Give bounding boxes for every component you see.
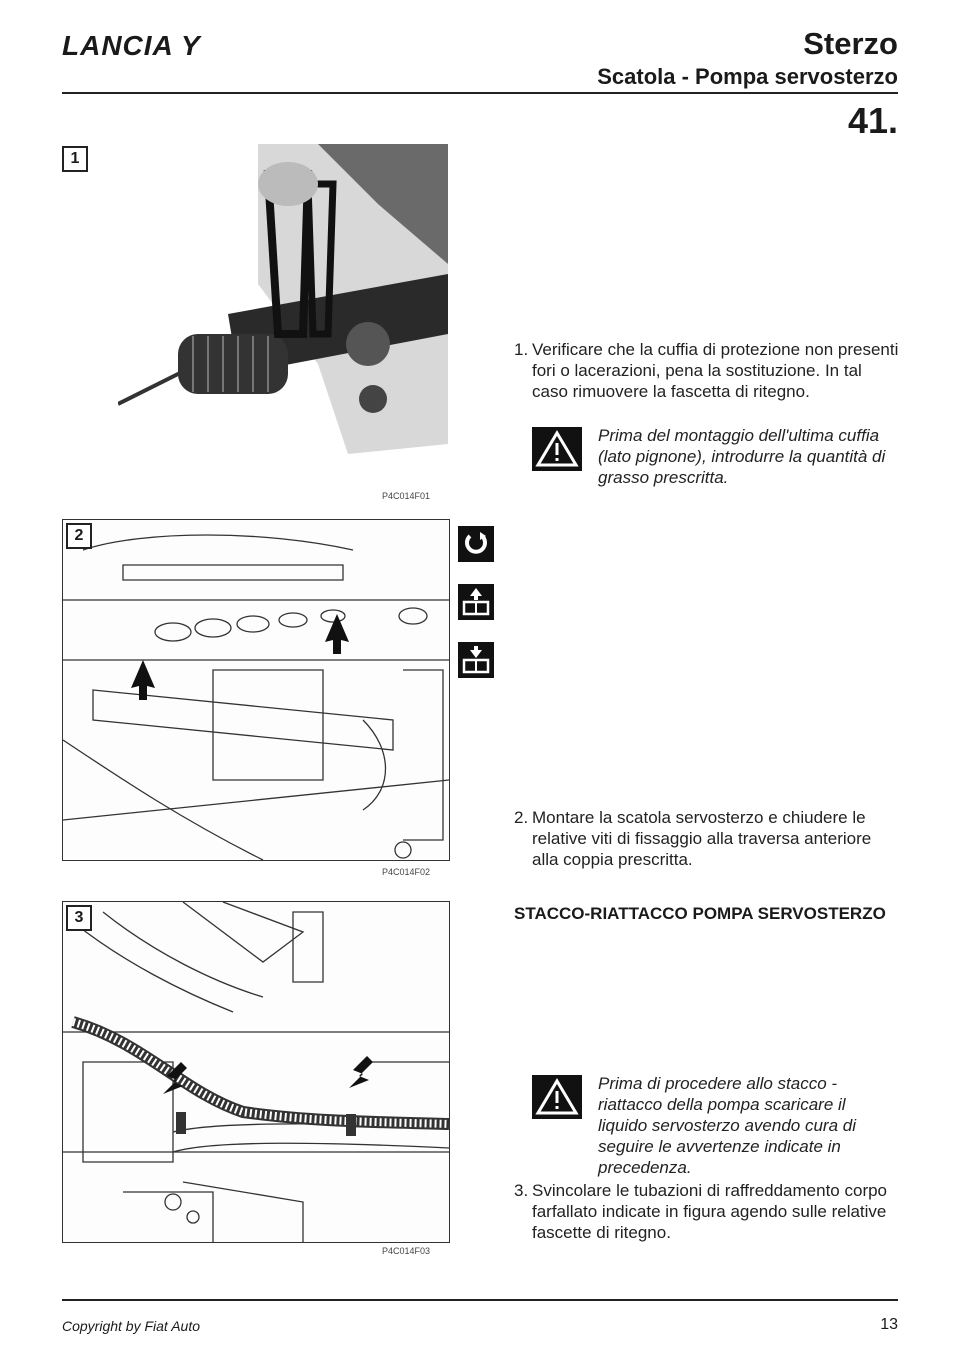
figure-3-code: P4C014F03	[382, 1246, 431, 1256]
figure-2-drawing	[62, 519, 450, 861]
figure-2-code: P4C014F02	[382, 867, 431, 877]
step-3-number: 3.	[514, 1181, 529, 1200]
step-2-number: 2.	[514, 808, 529, 827]
header-divider	[62, 92, 898, 94]
copyright: Copyright by Fiat Auto	[62, 1318, 200, 1334]
step-3-text: Svincolare le tubazioni di raffreddamento corpo farfallato indicate in figura agendo sulle relative fascette di ritegno.	[532, 1181, 888, 1242]
figure-2-number: 2	[66, 523, 92, 549]
note-2-text: Prima di procedere allo stacco - riattacco della pompa scaricare il liquido servosterzo avendo cura di seguire le avvertenze indicate in precedenza.	[598, 1074, 856, 1177]
figure-3-number: 3	[66, 905, 92, 931]
figure-1-photo	[118, 144, 448, 494]
subsection-title: Scatola - Pompa servosterzo	[597, 64, 898, 89]
torque-wrench-icon	[458, 526, 494, 562]
step-1	[514, 339, 900, 402]
chapter-number: 41.	[847, 100, 898, 141]
step-1-number: 1.	[514, 340, 529, 359]
section-heading: STACCO-RIATTACCO POMPA SERVOSTERZO	[514, 904, 886, 923]
figure-3-drawing	[62, 901, 450, 1243]
section-title: Sterzo	[803, 26, 898, 61]
page-number: 13	[880, 1316, 898, 1333]
note-1	[532, 425, 904, 495]
step-2-text: Montare la scatola servosterzo e chiudere le relative viti di fissaggio alla traversa anteriore alla coppia prescritta.	[532, 808, 872, 869]
lift-down-icon	[458, 642, 494, 678]
figure-1-code: P4C014F01	[382, 491, 431, 501]
warning-icon	[532, 1075, 582, 1119]
step-2	[514, 807, 900, 870]
lift-up-icon	[458, 584, 494, 620]
figure-1-number: 1	[62, 146, 88, 172]
step-1-text: Verificare che la cuffia di protezione non presenti fori o lacerazioni, pena la sostituzione. In tal caso rimuovere la fascetta di ritegno.	[532, 340, 899, 401]
note-1-text: Prima del montaggio dell'ultima cuffia (lato pignone), introdurre la quantità di grasso prescritta.	[598, 426, 886, 487]
step-3	[514, 1180, 900, 1243]
footer-divider	[62, 1299, 898, 1301]
brand-title: LANCIA Y	[62, 30, 201, 61]
note-2	[532, 1073, 904, 1177]
warning-icon	[532, 427, 582, 471]
